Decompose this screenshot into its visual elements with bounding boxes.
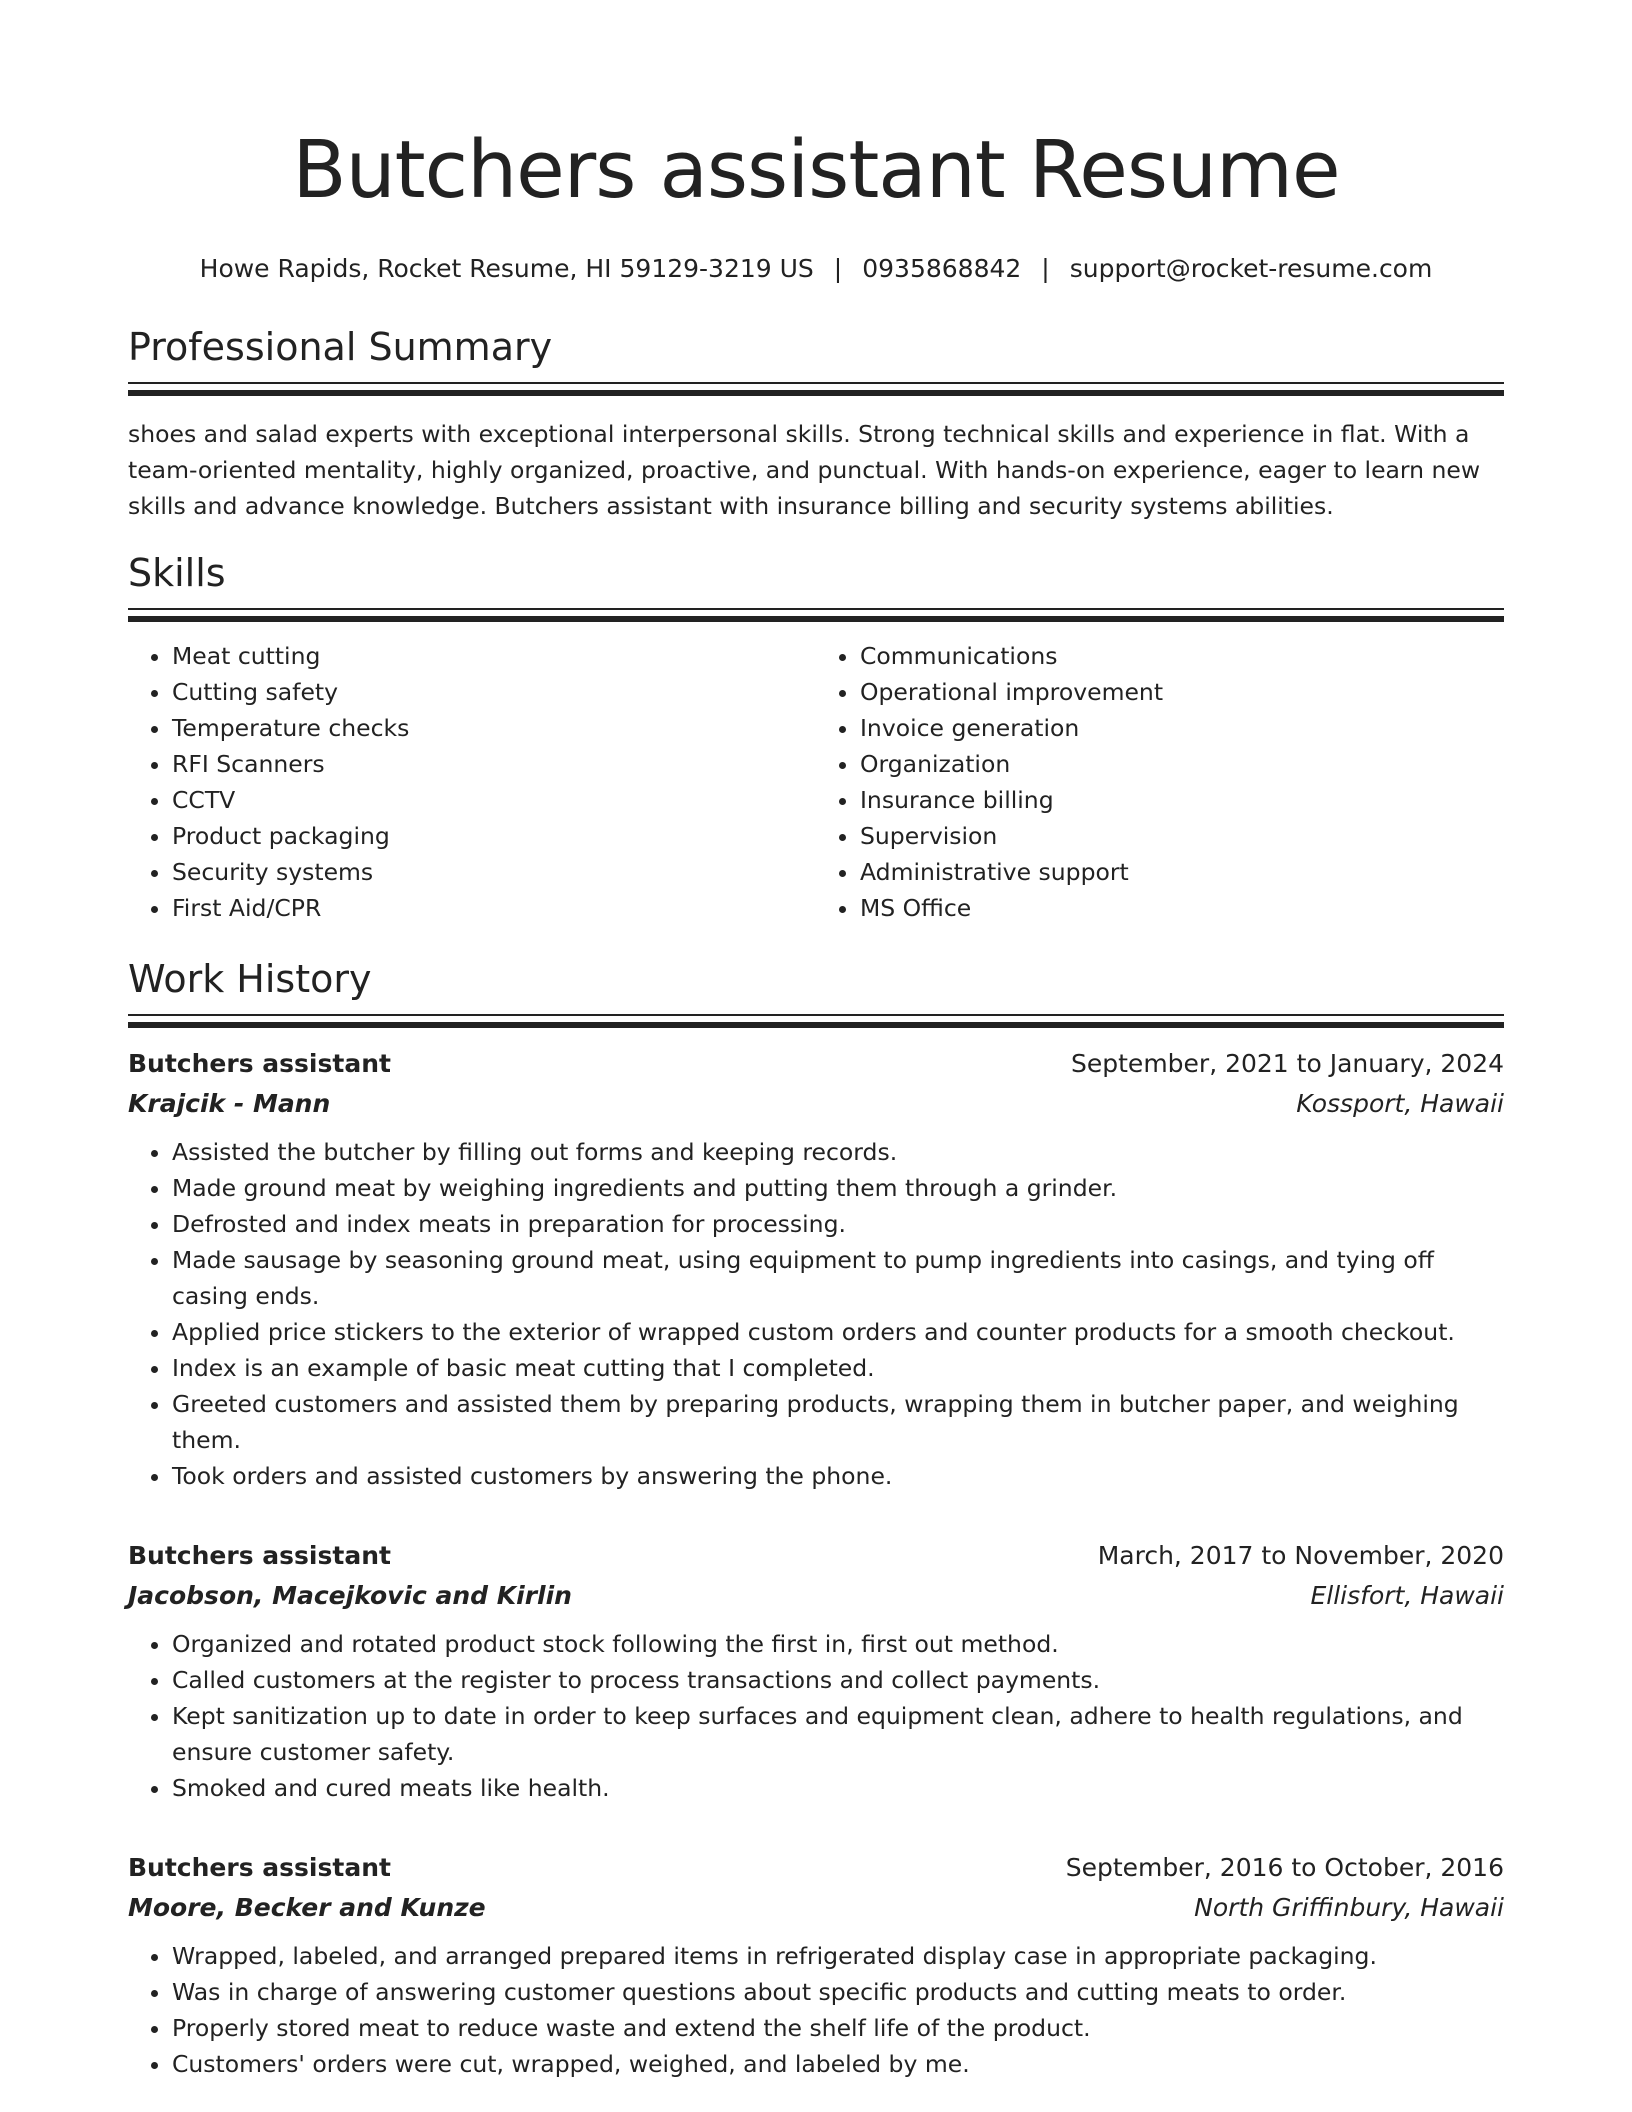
job-title: Butchers assistant [128, 1541, 391, 1570]
skill-item: • Meat cutting [172, 638, 816, 674]
skill-item: • CCTV [172, 782, 816, 818]
job-bullets [128, 1626, 1504, 1806]
skill-item: • MS Office [860, 890, 1504, 926]
job-bullet: • Kept sanitization up to date in order to keep surfaces and equipment clean, adhere to health regulations, and ensure customer safety. [172, 1698, 1504, 1770]
job-location: Kossport, Hawaii [1296, 1089, 1504, 1118]
job-bullet: • Called customers at the register to process transactions and collect payments. [172, 1662, 1504, 1698]
skill-item: • Temperature checks [172, 710, 816, 746]
job-entry [128, 1848, 1504, 2082]
job-bullet: • Defrosted and index meats in preparation for processing. [172, 1206, 1504, 1242]
skills-heading: Skills [128, 551, 226, 595]
job-bullet: • Customers' orders were cut, wrapped, weighed, and labeled by me. [172, 2046, 1504, 2082]
job-bullet: • Properly stored meat to reduce waste and extend the shelf life of the product. [172, 2010, 1504, 2046]
skills-list-right [816, 638, 1504, 926]
summary-section [128, 322, 1504, 524]
job-dates: September, 2016 to October, 2016 [1065, 1853, 1504, 1882]
skill-item: • Operational improvement [860, 674, 1504, 710]
contact-separator: | [833, 254, 843, 283]
job-entry [128, 1536, 1504, 1806]
job-bullet: • Made sausage by seasoning ground meat, using equipment to pump ingredients into casings, and tying off casing ends. [172, 1242, 1504, 1314]
job-title: Butchers assistant [128, 1049, 391, 1078]
work-history-heading: Work History [128, 957, 372, 1001]
contact-address: Howe Rapids, Rocket Resume, HI 59129-3219 US [199, 254, 814, 283]
job-bullet: • Assisted the butcher by filling out forms and keeping records. [172, 1134, 1504, 1170]
skill-item: • First Aid/CPR [172, 890, 816, 926]
job-company: Krajcik - Mann [128, 1089, 331, 1118]
job-company: Jacobson, Macejkovic and Kirlin [128, 1581, 572, 1610]
summary-text: shoes and salad experts with exceptional interpersonal skills. Strong technical skills and experience in flat. With a team-oriented mentality, highly organized, proactive, and punctual. With hands-on experience, eager to learn new skills and advance knowledge. Butchers assistant with insurance billing and security systems abilities. [128, 420, 1481, 520]
contact-line [128, 252, 1504, 286]
skill-item: • Invoice generation [860, 710, 1504, 746]
job-bullets [128, 1938, 1504, 2082]
job-bullet: • Applied price stickers to the exterior of wrapped custom orders and counter products for a smooth checkout. [172, 1314, 1504, 1350]
job-company: Moore, Becker and Kunze [128, 1893, 486, 1922]
job-bullet: • Made ground meat by weighing ingredients and putting them through a grinder. [172, 1170, 1504, 1206]
skill-item: • Supervision [860, 818, 1504, 854]
job-dates: March, 2017 to November, 2020 [1097, 1541, 1504, 1570]
skill-item: • RFI Scanners [172, 746, 816, 782]
contact-email: support@rocket-resume.com [1069, 254, 1433, 283]
work-history-section [128, 954, 1504, 2082]
job-entry [128, 1044, 1504, 1494]
skill-item: • Organization [860, 746, 1504, 782]
job-title: Butchers assistant [128, 1853, 391, 1882]
job-location: North Griffinbury, Hawaii [1194, 1893, 1504, 1922]
job-dates: September, 2021 to January, 2024 [1071, 1049, 1504, 1078]
skill-item: • Communications [860, 638, 1504, 674]
job-location: Ellisfort, Hawaii [1310, 1581, 1504, 1610]
skill-item: • Security systems [172, 854, 816, 890]
job-bullet: • Wrapped, labeled, and arranged prepared items in refrigerated display case in appropriate packaging. [172, 1938, 1504, 1974]
skill-item: • Insurance billing [860, 782, 1504, 818]
summary-heading: Professional Summary [128, 325, 553, 369]
job-bullet: • Organized and rotated product stock following the first in, first out method. [172, 1626, 1504, 1662]
job-bullets [128, 1134, 1504, 1494]
skill-item: • Administrative support [860, 854, 1504, 890]
contact-separator: | [1041, 254, 1050, 283]
contact-phone: 0935868842 [862, 254, 1022, 283]
section-divider [128, 1014, 1504, 1028]
job-bullet: • Was in charge of answering customer questions about specific products and cutting meats to order. [172, 1974, 1504, 2010]
skill-item: • Cutting safety [172, 674, 816, 710]
job-bullet: • Smoked and cured meats like health. [172, 1770, 1504, 1806]
job-bullet: • Took orders and assisted customers by answering the phone. [172, 1458, 1504, 1494]
jobs-list [128, 1044, 1504, 2082]
skills-list-left [128, 638, 816, 926]
resume-title: Butchers assistant Resume [292, 124, 1340, 216]
skill-item: • Product packaging [172, 818, 816, 854]
section-divider [128, 608, 1504, 622]
section-divider [128, 382, 1504, 396]
job-bullet: • Index is an example of basic meat cutting that I completed. [172, 1350, 1504, 1386]
skills-section [128, 548, 1504, 926]
job-bullet: • Greeted customers and assisted them by preparing products, wrapping them in butcher paper, and weighing them. [172, 1386, 1504, 1458]
skills-columns [128, 638, 1504, 926]
